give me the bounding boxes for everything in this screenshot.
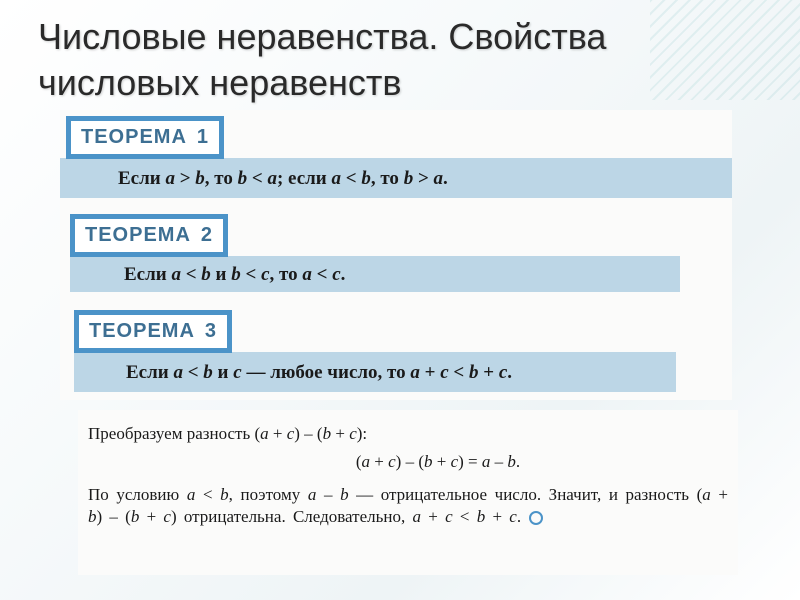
- var: a: [186, 485, 196, 504]
- badge-word: ТЕОРЕМА: [85, 224, 191, 246]
- proof-text: <: [195, 485, 221, 504]
- stmt-text: >: [413, 168, 434, 189]
- var: b: [403, 168, 414, 189]
- var: a: [165, 168, 175, 189]
- badge-number: 1: [196, 126, 210, 148]
- var: c: [388, 452, 396, 471]
- stmt-text: , то: [204, 168, 238, 189]
- var: c: [440, 362, 449, 383]
- var: c: [332, 264, 341, 285]
- var: c: [450, 452, 459, 471]
- var: a: [307, 485, 317, 504]
- proof-text: –: [316, 485, 341, 504]
- proof-text: ) – (: [294, 424, 323, 443]
- proof-text: .: [516, 507, 522, 526]
- var: c: [233, 362, 242, 383]
- proof-text: По условию: [88, 485, 187, 504]
- slide-title: [38, 14, 738, 106]
- proof-text: <: [452, 507, 477, 526]
- stmt-text: ; если: [276, 168, 332, 189]
- var: c: [349, 424, 357, 443]
- stmt-text: <: [180, 264, 202, 285]
- proof-text: ) – (: [395, 452, 424, 471]
- proof-intro: [88, 424, 728, 444]
- var: a: [267, 168, 277, 189]
- stmt-text: .: [443, 168, 448, 189]
- proof-text: ) – (: [96, 507, 131, 526]
- theorem-2-badge: [70, 214, 228, 257]
- theorem-3-statement: [74, 352, 676, 392]
- var: b: [201, 264, 211, 285]
- var: c: [163, 507, 171, 526]
- stmt-text: — любое число, то: [241, 362, 411, 383]
- var: c: [445, 507, 453, 526]
- stmt-text: +: [419, 362, 441, 383]
- var: b: [195, 168, 205, 189]
- badge-word: ТЕОРЕМА: [81, 126, 187, 148]
- badge-number: 3: [204, 320, 218, 342]
- stmt-text: Если: [118, 168, 166, 189]
- stmt-text: Если: [126, 362, 174, 383]
- proof-text: +: [485, 507, 510, 526]
- proof-block: [78, 410, 738, 575]
- proof-text: +: [370, 452, 389, 471]
- stmt-text: +: [478, 362, 499, 383]
- stmt-text: <: [182, 362, 204, 383]
- theorem-1-badge: [66, 116, 224, 159]
- var: b: [130, 507, 140, 526]
- var: a: [331, 168, 342, 189]
- proof-text: ) =: [458, 452, 482, 471]
- proof-text: ) отрицательна. Следовательно,: [170, 507, 413, 526]
- proof-text: +: [432, 452, 451, 471]
- var: a: [361, 452, 371, 471]
- theorem-3-badge: [74, 310, 232, 353]
- var: b: [476, 507, 486, 526]
- proof-formula: [88, 452, 728, 472]
- var: b: [322, 424, 332, 443]
- proof-text: +: [268, 424, 287, 443]
- var: c: [286, 424, 295, 443]
- var: a: [410, 362, 420, 383]
- badge-word: ТЕОРЕМА: [89, 320, 195, 342]
- stmt-text: .: [507, 362, 512, 383]
- stmt-text: <: [311, 264, 333, 285]
- var: a: [171, 264, 181, 285]
- var: a: [260, 424, 269, 443]
- stmt-text: , то: [370, 168, 404, 189]
- var: b: [203, 362, 213, 383]
- title-line-1: Числовые неравенства. Свойства: [38, 16, 607, 57]
- stmt-text: <: [448, 362, 469, 383]
- stmt-text: >: [174, 168, 196, 189]
- var: c: [498, 362, 508, 383]
- stmt-text: .: [340, 264, 346, 285]
- theorem-2-statement: [70, 256, 680, 292]
- qed-circle-icon: [529, 511, 543, 525]
- var: b: [468, 362, 479, 383]
- proof-text: .: [515, 452, 521, 471]
- proof-text: +: [420, 507, 446, 526]
- proof-text: ):: [356, 424, 368, 443]
- proof-text: — отрицательное число. Значит, и разность (: [348, 485, 703, 504]
- proof-text: +: [139, 507, 164, 526]
- title-line-2: числовых неравенств: [38, 62, 402, 103]
- var: a: [702, 485, 711, 504]
- stmt-text: и: [212, 362, 234, 383]
- proof-conclusion: [88, 484, 728, 528]
- var: a: [302, 264, 312, 285]
- var: c: [261, 264, 270, 285]
- var: b: [237, 168, 248, 189]
- proof-text: +: [331, 424, 350, 443]
- badge-number: 2: [200, 224, 214, 246]
- stmt-text: <: [341, 168, 362, 189]
- var: b: [340, 485, 349, 504]
- stmt-text: <: [240, 264, 262, 285]
- var: c: [509, 507, 517, 526]
- var: b: [231, 264, 241, 285]
- var: b: [88, 507, 97, 526]
- var: b: [507, 452, 516, 471]
- proof-text: –: [490, 452, 508, 471]
- var: a: [173, 362, 183, 383]
- stmt-text: , то: [269, 264, 303, 285]
- var: a: [433, 168, 444, 189]
- proof-text: Преобразуем разность (: [88, 424, 261, 443]
- proof-text: +: [710, 485, 728, 504]
- theorem-1-statement: [60, 158, 732, 198]
- stmt-text: и: [210, 264, 232, 285]
- theorems-scan: [60, 110, 732, 400]
- var: b: [424, 452, 433, 471]
- proof-text: , поэтому: [228, 485, 308, 504]
- stmt-text: <: [247, 168, 268, 189]
- var: a: [412, 507, 421, 526]
- var: b: [361, 168, 371, 189]
- stmt-text: Если: [124, 264, 172, 285]
- proof-text: (: [355, 452, 362, 471]
- var: b: [220, 485, 229, 504]
- var: a: [481, 452, 491, 471]
